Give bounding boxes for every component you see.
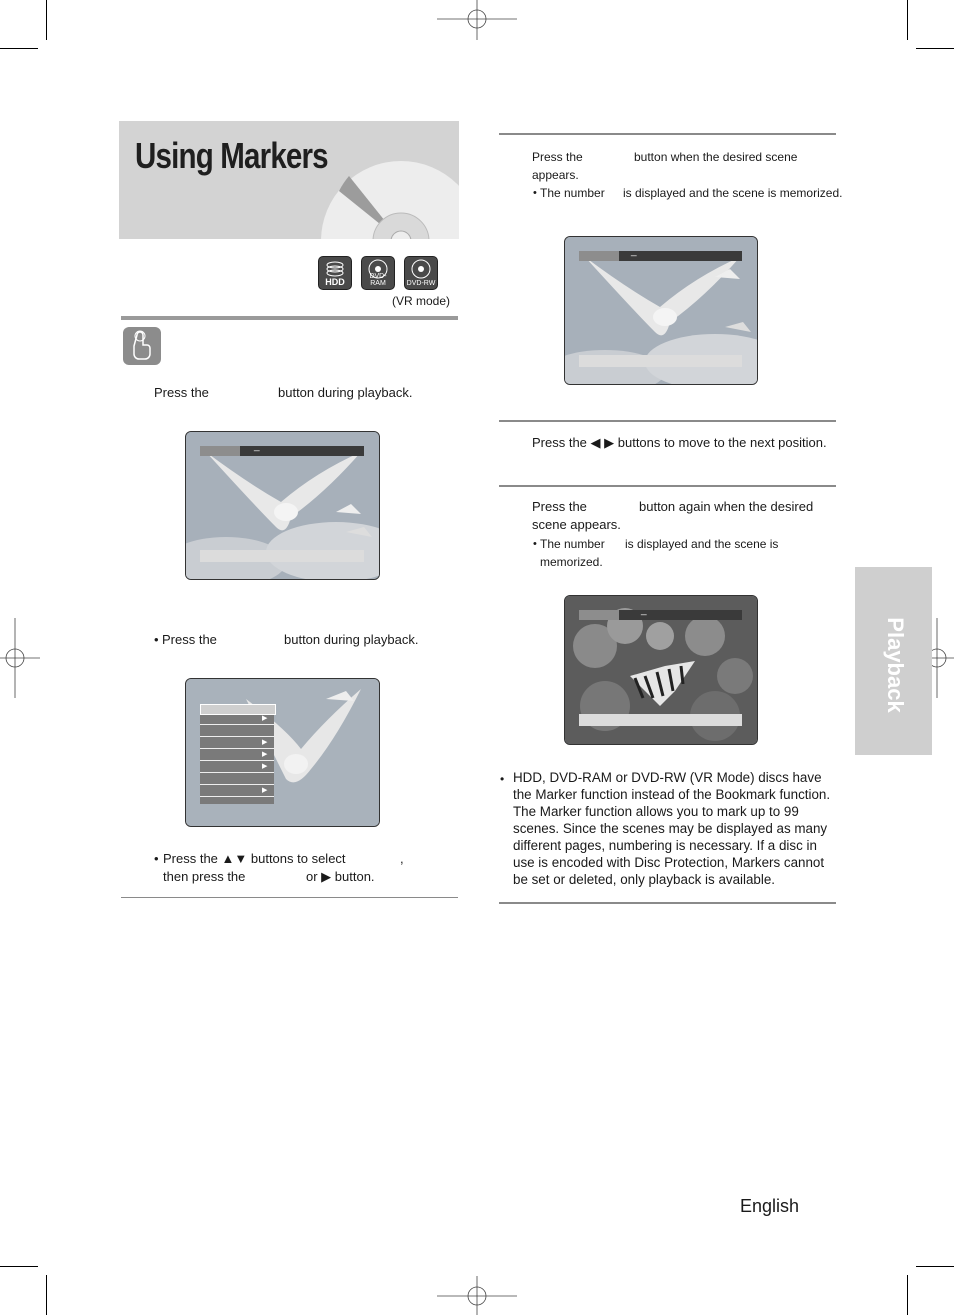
osd-screen-marker — [185, 431, 380, 580]
osd-screen-menu — [185, 678, 380, 827]
osd-marker-bar: _ — [200, 446, 364, 456]
crop-mark — [907, 1275, 908, 1315]
step-a-sub-post: is displayed and the scene is memorized. — [623, 186, 843, 200]
step-c-sub-post: is displayed and the scene is — [625, 537, 779, 551]
registration-mark — [437, 0, 517, 40]
osd-screen-butterfly — [564, 595, 758, 745]
step-c-post: button again when the desired — [639, 499, 814, 514]
step-a-bullet: • — [533, 187, 537, 199]
registration-mark — [0, 618, 40, 698]
step2-post: button during playback. — [284, 632, 419, 647]
disc-graphic — [319, 131, 459, 239]
step1-post: button during playback. — [278, 385, 413, 400]
step-c-sub-line2: memorized. — [540, 555, 603, 569]
osd-help-bar — [579, 714, 742, 726]
footer-language: English — [740, 1196, 800, 1216]
section-divider — [499, 420, 836, 422]
dvd-rw-icon: DVD-RW — [404, 256, 438, 290]
section-divider — [121, 897, 458, 898]
hdd-icon: HDD — [318, 256, 352, 290]
hand-icon — [123, 327, 161, 365]
osd-menu: ▶ ▶ ▶ ▶ ▶ — [200, 704, 274, 804]
dvd-ram-icon: DVD-RAM — [361, 256, 395, 290]
step-a-pre: Press the — [532, 150, 583, 164]
note-bullet: • — [500, 772, 505, 786]
step3-line2a: then press the — [163, 869, 246, 884]
crop-mark — [907, 0, 908, 40]
osd-help-bar — [579, 355, 742, 367]
section-divider — [121, 316, 458, 320]
crop-mark — [916, 1266, 954, 1267]
step3-bullet: • — [154, 851, 159, 866]
osd-help-bar — [200, 550, 364, 562]
crop-mark — [916, 48, 954, 49]
step-c-line2: scene appears. — [532, 517, 621, 532]
step3-line1: Press the ▲▼ buttons to select — [163, 851, 346, 866]
registration-mark — [437, 1276, 517, 1315]
page-title: Using Markers — [135, 135, 328, 176]
step-c-sub-pre: The number — [540, 537, 605, 551]
step-a-sub-pre: The number — [540, 186, 605, 200]
side-tab-label: Playback — [883, 617, 908, 713]
step2-pre: Press the — [162, 632, 217, 647]
section-divider — [499, 133, 836, 135]
step-a-post: button when the desired scene — [634, 150, 798, 164]
step-a-line2: appears. — [532, 168, 579, 182]
crop-mark — [46, 0, 47, 40]
step-c-pre: Press the — [532, 499, 587, 514]
section-divider — [499, 485, 836, 487]
osd-marker-bar: _ — [579, 610, 742, 620]
step1-pre: Press the — [154, 385, 209, 400]
step3-line2b: or ▶ button. — [306, 869, 375, 884]
step2-bullet: • — [154, 632, 159, 647]
crop-mark — [0, 1266, 38, 1267]
step-b-text: Press the ◀ ▶ buttons to move to the next position. — [532, 435, 827, 450]
osd-screen-memorized — [564, 236, 758, 385]
osd-marker-bar: _ — [579, 251, 742, 261]
vr-mode-label: (VR mode) — [392, 294, 451, 308]
title-banner — [119, 121, 459, 239]
crop-mark — [46, 1275, 47, 1315]
crop-mark — [0, 48, 38, 49]
note-text: HDD, DVD-RAM or DVD-RW (VR Mode) discs have the Marker function instead of the Bookmark function. The Marker function allows you to mark up to 99 scenes. Since the scenes may be displayed as many different pages, numbering is necessary. If a disc in use is encoded with Disc Protection, Markers cannot be set or deleted, only playback is available. — [513, 770, 831, 887]
section-divider — [499, 902, 836, 904]
step3-comma: , — [400, 851, 404, 866]
step-c-bullet: • — [533, 538, 537, 550]
